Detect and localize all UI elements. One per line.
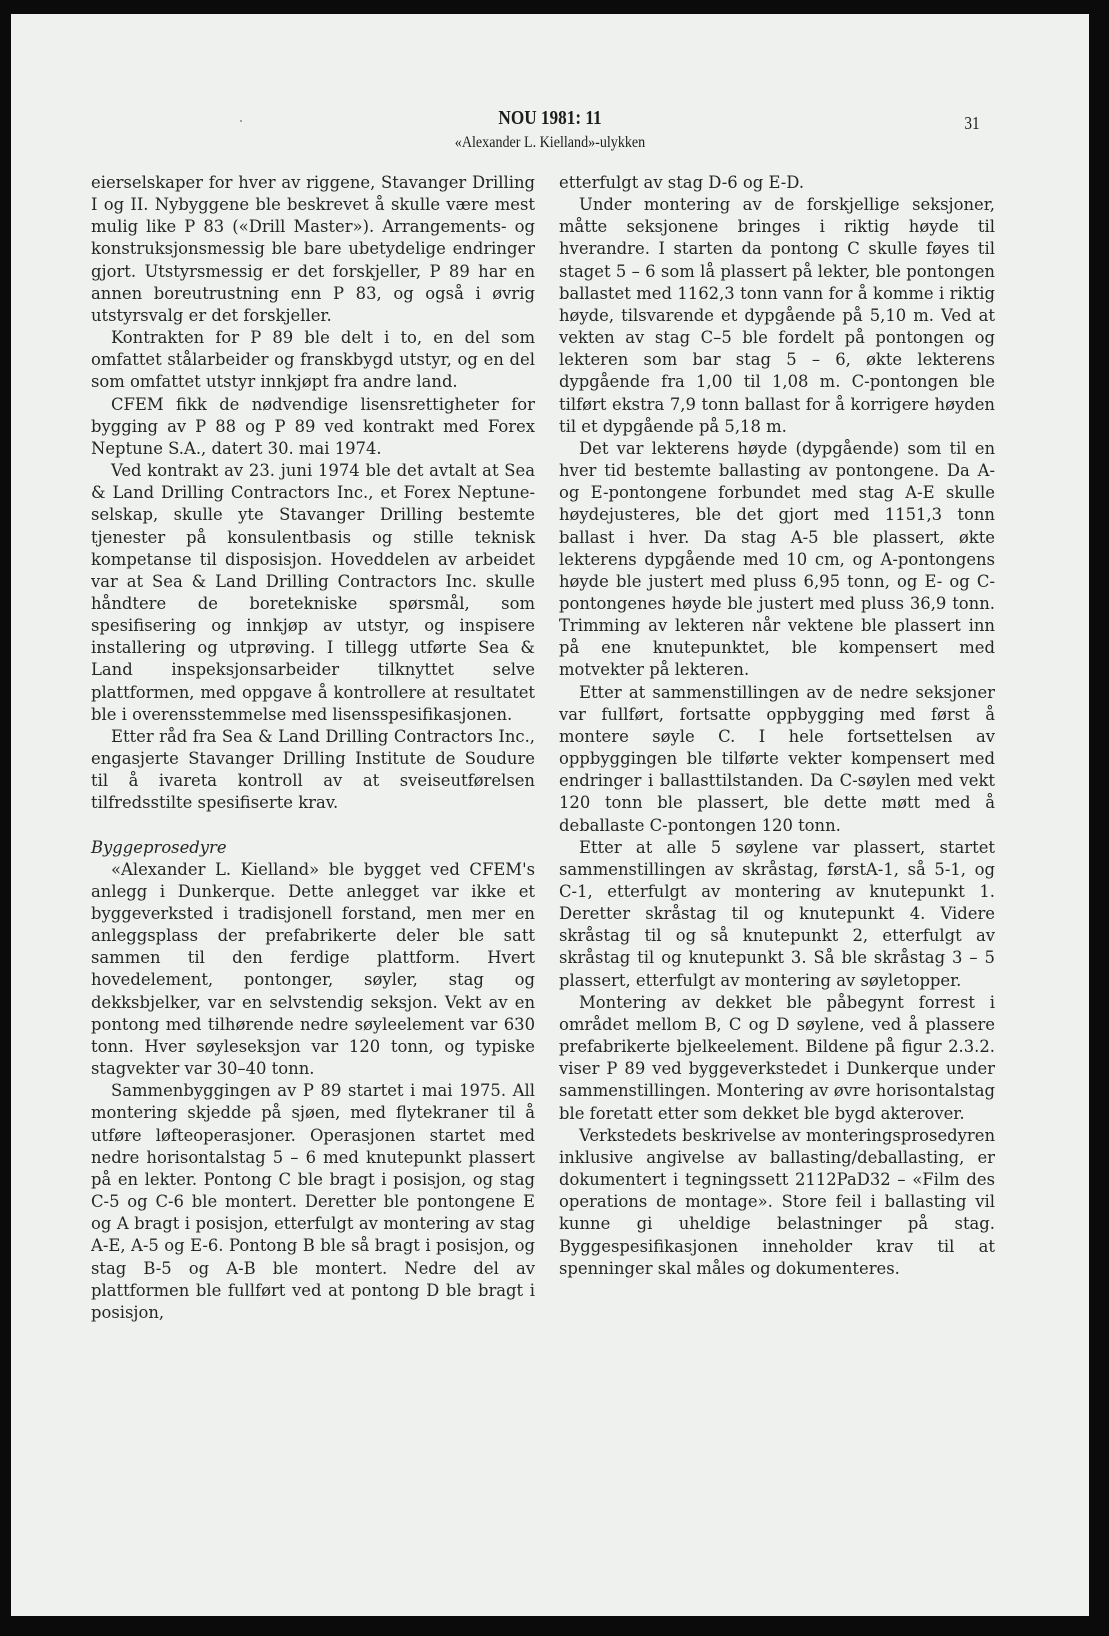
paragraph: Etter at alle 5 søylene var plassert, startet sammenstillingen av skråstag, førstA-1, så 5-1, og C-1, etterfulgt av montering av knutepunkt 1. Deretter skråstag til og knutepunkt 4. Videre skråstag til og så knutepunkt 2, etterfulgt av skråstag til og knutepunkt 3. Så ble skråstag 3 – 5 plassert, etterfulgt av montering av søyletopper. (559, 837, 995, 990)
paragraph: etterfulgt av stag D-6 og E-D. (559, 173, 805, 192)
running-header (11, 106, 1089, 154)
paragraph: Etter at sammenstillingen av de nedre seksjoner var fullført, fortsatte oppbygging med først å montere søyle C. I hele fortsettelsen av oppbyggingen ble tilførte vekter kompensert med endringer i ballasttilstanden. Da C-søylen med vekt 120 tonn ble plassert, ble dette møtt med å deballaste C-pontongen 120 tonn. (559, 682, 995, 835)
section-heading: Byggeprosedyre (91, 837, 227, 857)
left-column (91, 172, 535, 1324)
paragraph: Under montering av de forskjellige seksjoner, måtte seksjonene bringes i riktig høyde til hverandre. I starten da pontong C skulle føyes til staget 5 – 6 som lå plassert på lekter, ble pontongen ballastet med 1162,3 tonn vann for å komme i riktig høyde, tilsvarende et dypgående på 5,10 m. Ved at vekten av stag C–5 ble fordelt på pontongen og lekteren som bar stag 5 – 6, økte lekterens dypgående fra 1,00 til 1,08 m. C-pontongen ble tilført ekstra 7,9 tonn ballast for å korrigere høyden til et dypgående på 5,18 m. (559, 195, 995, 436)
right-column (559, 172, 995, 1280)
paragraph: CFEM fikk de nødvendige lisensrettigheter for bygging av P 88 og P 89 ved kontrakt med Forex Neptune S.A., datert 30. mai 1974. (91, 394, 535, 458)
paragraph: Etter råd fra Sea & Land Drilling Contractors Inc., engasjerte Stavanger Drilling Institute de Soudure til å ivareta kontroll av at sveiseutførelsen tilfredsstilte spesifiserte krav. (91, 726, 535, 813)
paragraph: eierselskaper for hver av riggene, Stavanger Drilling I og II. Nybyggene ble beskrevet å skulle være mest mulig like P 83 («Drill Master»). Arrangements- og konstruksjonsmessig ble bare ubetydelige endringer gjort. Utstyrsmessig er det forskjeller, P 89 har en annen boreutrustning enn P 83, og også i øvrig utstyrsvalg er det forskjeller. (91, 173, 535, 325)
page-number: 31 (964, 113, 980, 133)
paragraph: Kontrakten for P 89 ble delt i to, en del som omfattet stålarbeider og franskbygd utstyr, og en del som omfattet utstyr innkjøpt fra andre land. (91, 328, 535, 392)
paragraph: Det var lekterens høyde (dypgående) som til en hver tid bestemte ballasting av pontongene. Da A- og E-pontongene forbundet med stag A-E skulle høydejusteres, ble det gjort med 1151,3 tonn ballast i hver. Da stag A-5 ble plassert, økte lekterens dypgående med 10 cm, og A-pontongens høyde ble justert med pluss 6,95 tonn, og E- og C-pontongenes høyde ble justert med pluss 36,9 tonn. Trimming av lekteren når vektene ble plassert inn på ene knutepunktet, ble kompensert med motvekter på lekteren. (559, 438, 995, 680)
report-title: NOU 1981: 11 (498, 107, 602, 129)
report-subtitle: «Alexander L. Kielland»-ulykken (454, 134, 646, 151)
paragraph: «Alexander L. Kielland» ble bygget ved CFEM's anlegg i Dunkerque. Dette anlegget var ikke et byggeverksted i tradisjonell forstand, men mer en anleggsplass der prefabrikerte deler ble satt sammen til den ferdige plattform. Hvert hovedelement, pontonger, søyler, stag og dekksbjelker, var en selvstendig seksjon. Vekt av en pontong med tilhørende nedre søyleelement var 630 tonn. Hver søyleseksjon var 120 tonn, og typiske stagvekter var 30–40 tonn. (91, 859, 535, 1079)
paragraph: Ved kontrakt av 23. juni 1974 ble det avtalt at Sea & Land Drilling Contractors Inc., et Forex Neptune-selskap, skulle yte Stavanger Drilling bestemte tjenester på konsulentbasis og stille teknisk kompetanse til disposisjon. Hoveddelen av arbeidet var at Sea & Land Drilling Contractors Inc. skulle håndtere de boretekniske spørsmål, som spesifisering og innkjøp av utstyr, og inspisere installering og utprøving. I tillegg utførte Sea & Land inspeksjonsarbeider tilknyttet selve plattformen, med oppgave å kontrollere at resultatet ble i overensstemmelse med lisensspesifikasjonen. (91, 461, 535, 724)
paragraph: Montering av dekket ble påbegynt forrest i området mellom B, C og D søylene, ved å plassere prefabrikerte bjelkeelement. Bildene på figur 2.3.2. viser P 89 ved byggeverkstedet i Dunkerque under sammenstillingen. Montering av øvre horisontalstag ble foretatt etter som dekket ble bygd akterover. (559, 992, 995, 1123)
document-page (11, 14, 1089, 1616)
paragraph: Sammenbyggingen av P 89 startet i mai 1975. All montering skjedde på sjøen, med flytekraner til å utføre løfteoperasjoner. Operasjonen startet med nedre horisontalstag 5 – 6 med knutepunkt plassert på en lekter. Pontong C ble bragt i posisjon, og stag C-5 og C-6 ble montert. Deretter ble pontongene E og A bragt i posisjon, etterfulgt av montering av stag A-E, A-5 og E-6. Pontong B ble så bragt i posisjon, og stag B-5 og A-B ble montert. Nedre del av plattformen ble fullført ved at pontong D ble bragt i posisjon, (91, 1081, 535, 1322)
paragraph: Verkstedets beskrivelse av monteringsprosedyren inklusive angivelse av ballasting/deballasting, er dokumentert i tegningssett 2112PaD32 – «Film des operations de montage». Store feil i ballasting vil kunne gi uheldige belastninger på stag. Byggespesifikasjonen inneholder krav til at spenninger skal måles og dokumenteres. (559, 1125, 995, 1278)
